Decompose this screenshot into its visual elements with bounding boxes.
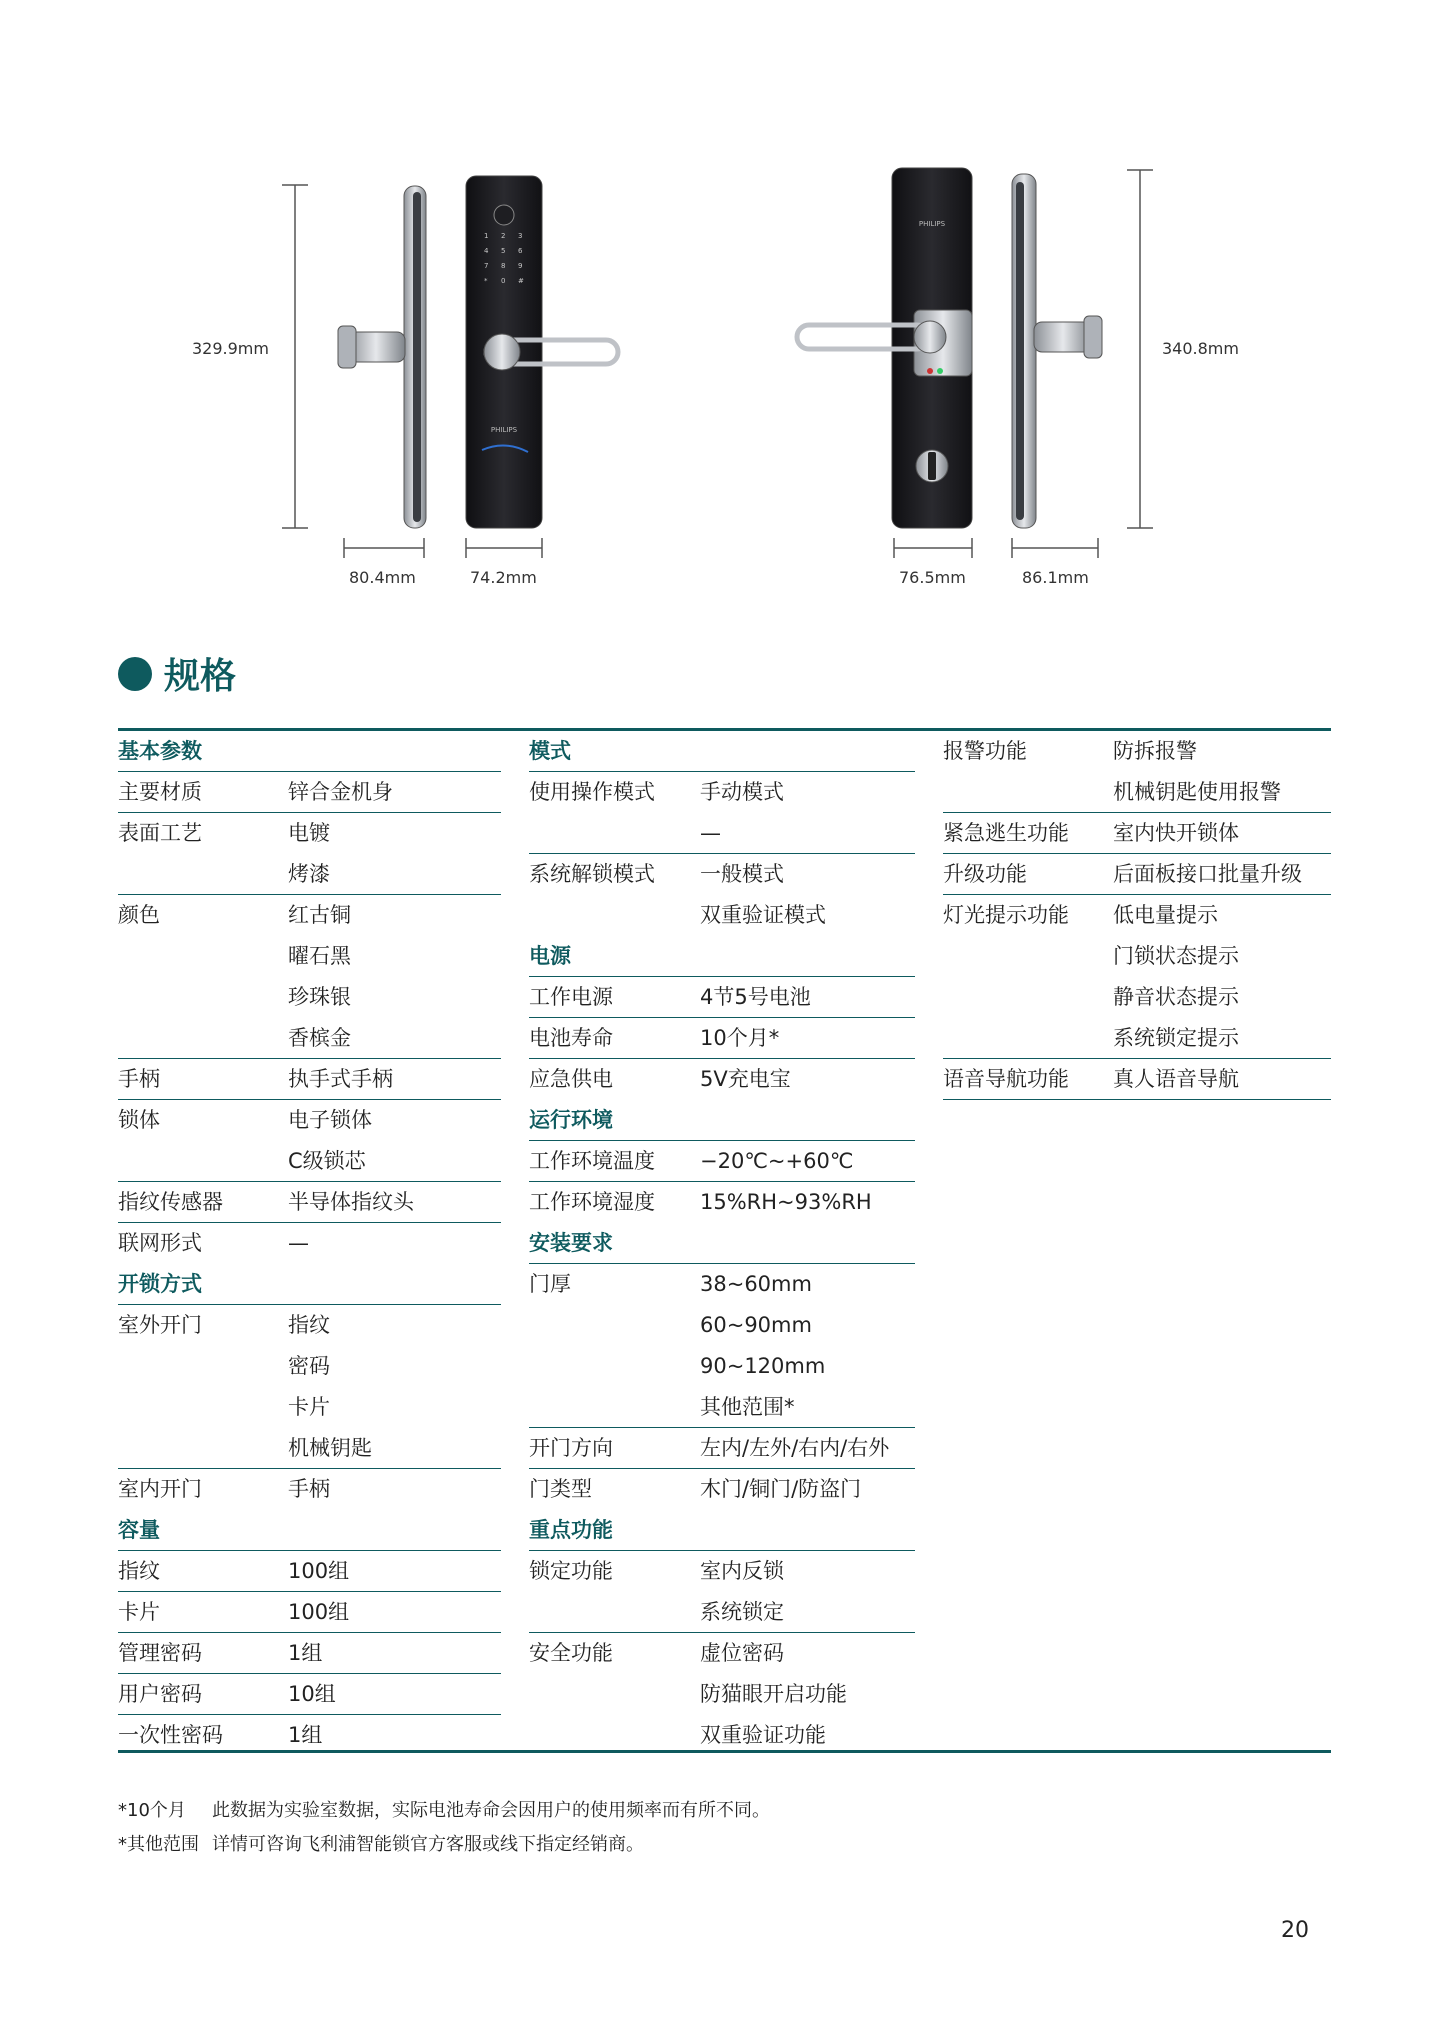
spec-value: 其他范围* [700,1395,795,1419]
spec-value: 10个月* [700,1026,780,1050]
spec-key: 手柄 [118,1067,160,1091]
spec-key: 锁体 [118,1108,160,1132]
spec-value: 室内反锁 [700,1559,784,1583]
footnote-1 [118,1796,770,1822]
spec-value: 红古铜 [288,903,351,927]
spec-key: 管理密码 [118,1641,202,1665]
spec-key: 容量 [118,1518,160,1542]
spec-value: — [288,1231,309,1255]
spec-key: 表面工艺 [118,821,202,845]
spec-row [529,1469,915,1510]
spec-value: 烤漆 [288,862,330,886]
spec-value: 虚位密码 [700,1641,784,1665]
table-bottom-rule [118,1750,1331,1753]
spec-key: 灯光提示功能 [943,903,1069,927]
footnote-label: *其他范围 [118,1834,199,1855]
back-lock-face-view [797,168,972,528]
spec-row [118,1223,501,1264]
spec-value: 电子锁体 [288,1108,372,1132]
spec-row [529,1592,915,1633]
width-label-3: 76.5mm [899,568,966,587]
width-label-1: 80.4mm [349,568,416,587]
right-height-dimension-line [1127,170,1153,528]
keypad-key: 5 [501,247,506,255]
spec-row [118,772,501,813]
spec-value: 手动模式 [700,780,784,804]
spec-row [529,1182,915,1223]
spec-value: 防猫眼开启功能 [700,1682,847,1706]
spec-key: 室外开门 [118,1313,202,1337]
spec-row [943,731,1331,772]
spec-key: 联网形式 [118,1231,202,1255]
front-lock-face-view [466,176,618,528]
spec-value: 静音状态提示 [1113,985,1239,1009]
spec-row [118,813,501,854]
spec-row [118,895,501,936]
spec-row [529,1387,915,1428]
spec-value: 38~60mm [700,1272,812,1296]
spec-key: 一次性密码 [118,1723,223,1747]
spec-key: 基本参数 [118,739,202,763]
spec-value: 电镀 [288,821,330,845]
keypad-key: 2 [501,232,506,240]
spec-row [529,1059,915,1100]
spec-group-header [529,1223,915,1264]
spec-key: 门类型 [529,1477,592,1501]
spec-row [529,977,915,1018]
front-lock-side-view [338,186,426,528]
spec-value: 4节5号电池 [700,985,811,1009]
spec-row [943,977,1331,1018]
spec-row [943,1059,1331,1100]
spec-value: C级锁芯 [288,1149,366,1173]
spec-row [529,1346,915,1387]
spec-row [118,1346,501,1387]
spec-row [118,1182,501,1223]
spec-value: 系统锁定 [700,1600,784,1624]
spec-value: 双重验证功能 [700,1723,826,1747]
spec-row [529,1428,915,1469]
spec-value: 香槟金 [288,1026,351,1050]
spec-value: 100组 [288,1600,350,1624]
spec-key: 模式 [529,739,571,763]
left-height-dimension-line [282,185,308,528]
spec-row [529,1264,915,1305]
spec-value: 指纹 [288,1313,330,1337]
spec-key: 工作环境湿度 [529,1190,655,1214]
spec-row [118,936,501,977]
spec-value: 双重验证模式 [700,903,826,927]
spec-group-header [529,1510,915,1551]
spec-key: 颜色 [118,903,160,927]
keypad-key: 4 [484,247,489,255]
spec-value: 机械钥匙 [288,1436,372,1460]
section-heading [118,648,236,699]
bullet-icon [118,657,152,691]
spec-row [118,1469,501,1510]
spec-column-2 [529,731,915,1756]
spec-key: 开门方向 [529,1436,613,1460]
spec-value: 1组 [288,1641,323,1665]
lock-drawing [0,0,1434,620]
spec-value: 密码 [288,1354,330,1378]
spec-value: 后面板接口批量升级 [1113,862,1302,886]
spec-value: — [700,821,721,845]
svg-text:PHILIPS: PHILIPS [490,426,518,434]
spec-value: 真人语音导航 [1113,1067,1239,1091]
spec-key: 工作环境温度 [529,1149,655,1173]
section-title: 规格 [164,656,237,697]
spec-key: 重点功能 [529,1518,613,1542]
spec-group-header [529,1100,915,1141]
spec-key: 升级功能 [943,862,1027,886]
spec-value: −20℃~+60℃ [700,1149,854,1173]
spec-group-header [118,1264,501,1305]
spec-row [943,813,1331,854]
spec-value: 半导体指纹头 [288,1190,414,1214]
spec-row [118,1100,501,1141]
spec-key: 紧急逃生功能 [943,821,1069,845]
spec-value: 卡片 [288,1395,330,1419]
width-label-2: 74.2mm [470,568,537,587]
spec-key: 门厚 [529,1272,571,1296]
spec-key: 主要材质 [118,780,202,804]
spec-row [118,1387,501,1428]
footnote-label: *10个月 [118,1800,186,1821]
spec-value: 90~120mm [700,1354,826,1378]
spec-value: 一般模式 [700,862,784,886]
spec-row [529,1633,915,1674]
spec-row [118,854,501,895]
footnote-text: 此数据为实验室数据，实际电池寿命会因用户的使用频率而有所不同。 [212,1800,770,1821]
keypad-key: # [518,277,524,285]
spec-row [529,1551,915,1592]
footnote-2 [118,1830,644,1856]
spec-row [118,1674,501,1715]
spec-key: 安全功能 [529,1641,613,1665]
keypad-key: 0 [501,277,506,285]
spec-group-header [529,936,915,977]
keypad-key: 9 [518,262,523,270]
keypad-key: 3 [518,232,523,240]
spec-key: 使用操作模式 [529,780,655,804]
spec-column-3 [943,731,1331,1100]
spec-row [118,1141,501,1182]
spec-value: 机械钥匙使用报警 [1113,780,1281,804]
spec-value: 锌合金机身 [288,780,393,804]
spec-value: 曜石黑 [288,944,351,968]
spec-key: 系统解锁模式 [529,862,655,886]
spec-key: 锁定功能 [529,1559,613,1583]
keypad-key: * [484,277,488,285]
spec-row [118,1633,501,1674]
right-height-label: 340.8mm [1162,339,1239,358]
spec-key: 电源 [529,944,571,968]
spec-key: 运行环境 [529,1108,613,1132]
spec-row [118,1592,501,1633]
spec-key: 用户密码 [118,1682,202,1706]
spec-value: 100组 [288,1559,350,1583]
spec-row [943,895,1331,936]
spec-key: 应急供电 [529,1067,613,1091]
keypad-key: 1 [484,232,489,240]
spec-key: 开锁方式 [118,1272,202,1296]
fingerprint-sensor-icon [494,205,514,225]
width-label-4: 86.1mm [1022,568,1089,587]
spec-column-1 [118,731,501,1756]
spec-value: 系统锁定提示 [1113,1026,1239,1050]
left-height-label: 329.9mm [192,339,269,358]
spec-key: 电池寿命 [529,1026,613,1050]
spec-key: 室内开门 [118,1477,202,1501]
spec-row [118,1305,501,1346]
spec-value: 15%RH~93%RH [700,1190,872,1214]
spec-value: 防拆报警 [1113,739,1197,763]
spec-key: 报警功能 [943,739,1027,763]
spec-value: 1组 [288,1723,323,1747]
keypad-key: 7 [484,262,489,270]
spec-group-header [118,1510,501,1551]
spec-row [118,977,501,1018]
spec-row [529,1674,915,1715]
spec-row [943,936,1331,977]
back-lock-side-view [1012,174,1102,528]
spec-row [529,1018,915,1059]
spec-row [943,772,1331,813]
spec-row [529,813,915,854]
spec-row [529,854,915,895]
spec-group-header [529,731,915,772]
spec-key: 指纹传感器 [118,1190,223,1214]
spec-value: 左内/左外/右内/右外 [700,1436,890,1460]
spec-value: 60~90mm [700,1313,812,1337]
spec-value: 5V充电宝 [700,1067,791,1091]
spec-row [118,1018,501,1059]
spec-group-header [118,731,501,772]
spec-value: 执手式手柄 [288,1067,393,1091]
keypad [484,232,526,292]
keypad-key: 6 [518,247,523,255]
svg-text:PHILIPS: PHILIPS [918,220,946,228]
spec-row [529,1305,915,1346]
spec-value: 珍珠银 [288,985,351,1009]
product-figure [0,0,1434,620]
spec-value: 10组 [288,1682,336,1706]
spec-row [118,1059,501,1100]
spec-row [118,1551,501,1592]
spec-value: 门锁状态提示 [1113,944,1239,968]
spec-key: 指纹 [118,1559,160,1583]
footnote-text: 详情可咨询飞利浦智能锁官方客服或线下指定经销商。 [212,1834,644,1855]
spec-row [943,1018,1331,1059]
spec-value: 室内快开锁体 [1113,821,1239,845]
keypad-key: 8 [501,262,506,270]
spec-key: 工作电源 [529,985,613,1009]
spec-key: 卡片 [118,1600,160,1624]
spec-row [118,1428,501,1469]
spec-key: 语音导航功能 [943,1067,1069,1091]
spec-row [529,895,915,936]
spec-value: 木门/铜门/防盗门 [700,1477,862,1501]
spec-row [529,772,915,813]
page-number: 20 [1281,1918,1309,1943]
spec-row [943,854,1331,895]
spec-value: 低电量提示 [1113,903,1218,927]
width-dimension-lines [344,538,1098,558]
spec-row [529,1141,915,1182]
spec-key: 安装要求 [529,1231,613,1255]
spec-value: 手柄 [288,1477,330,1501]
